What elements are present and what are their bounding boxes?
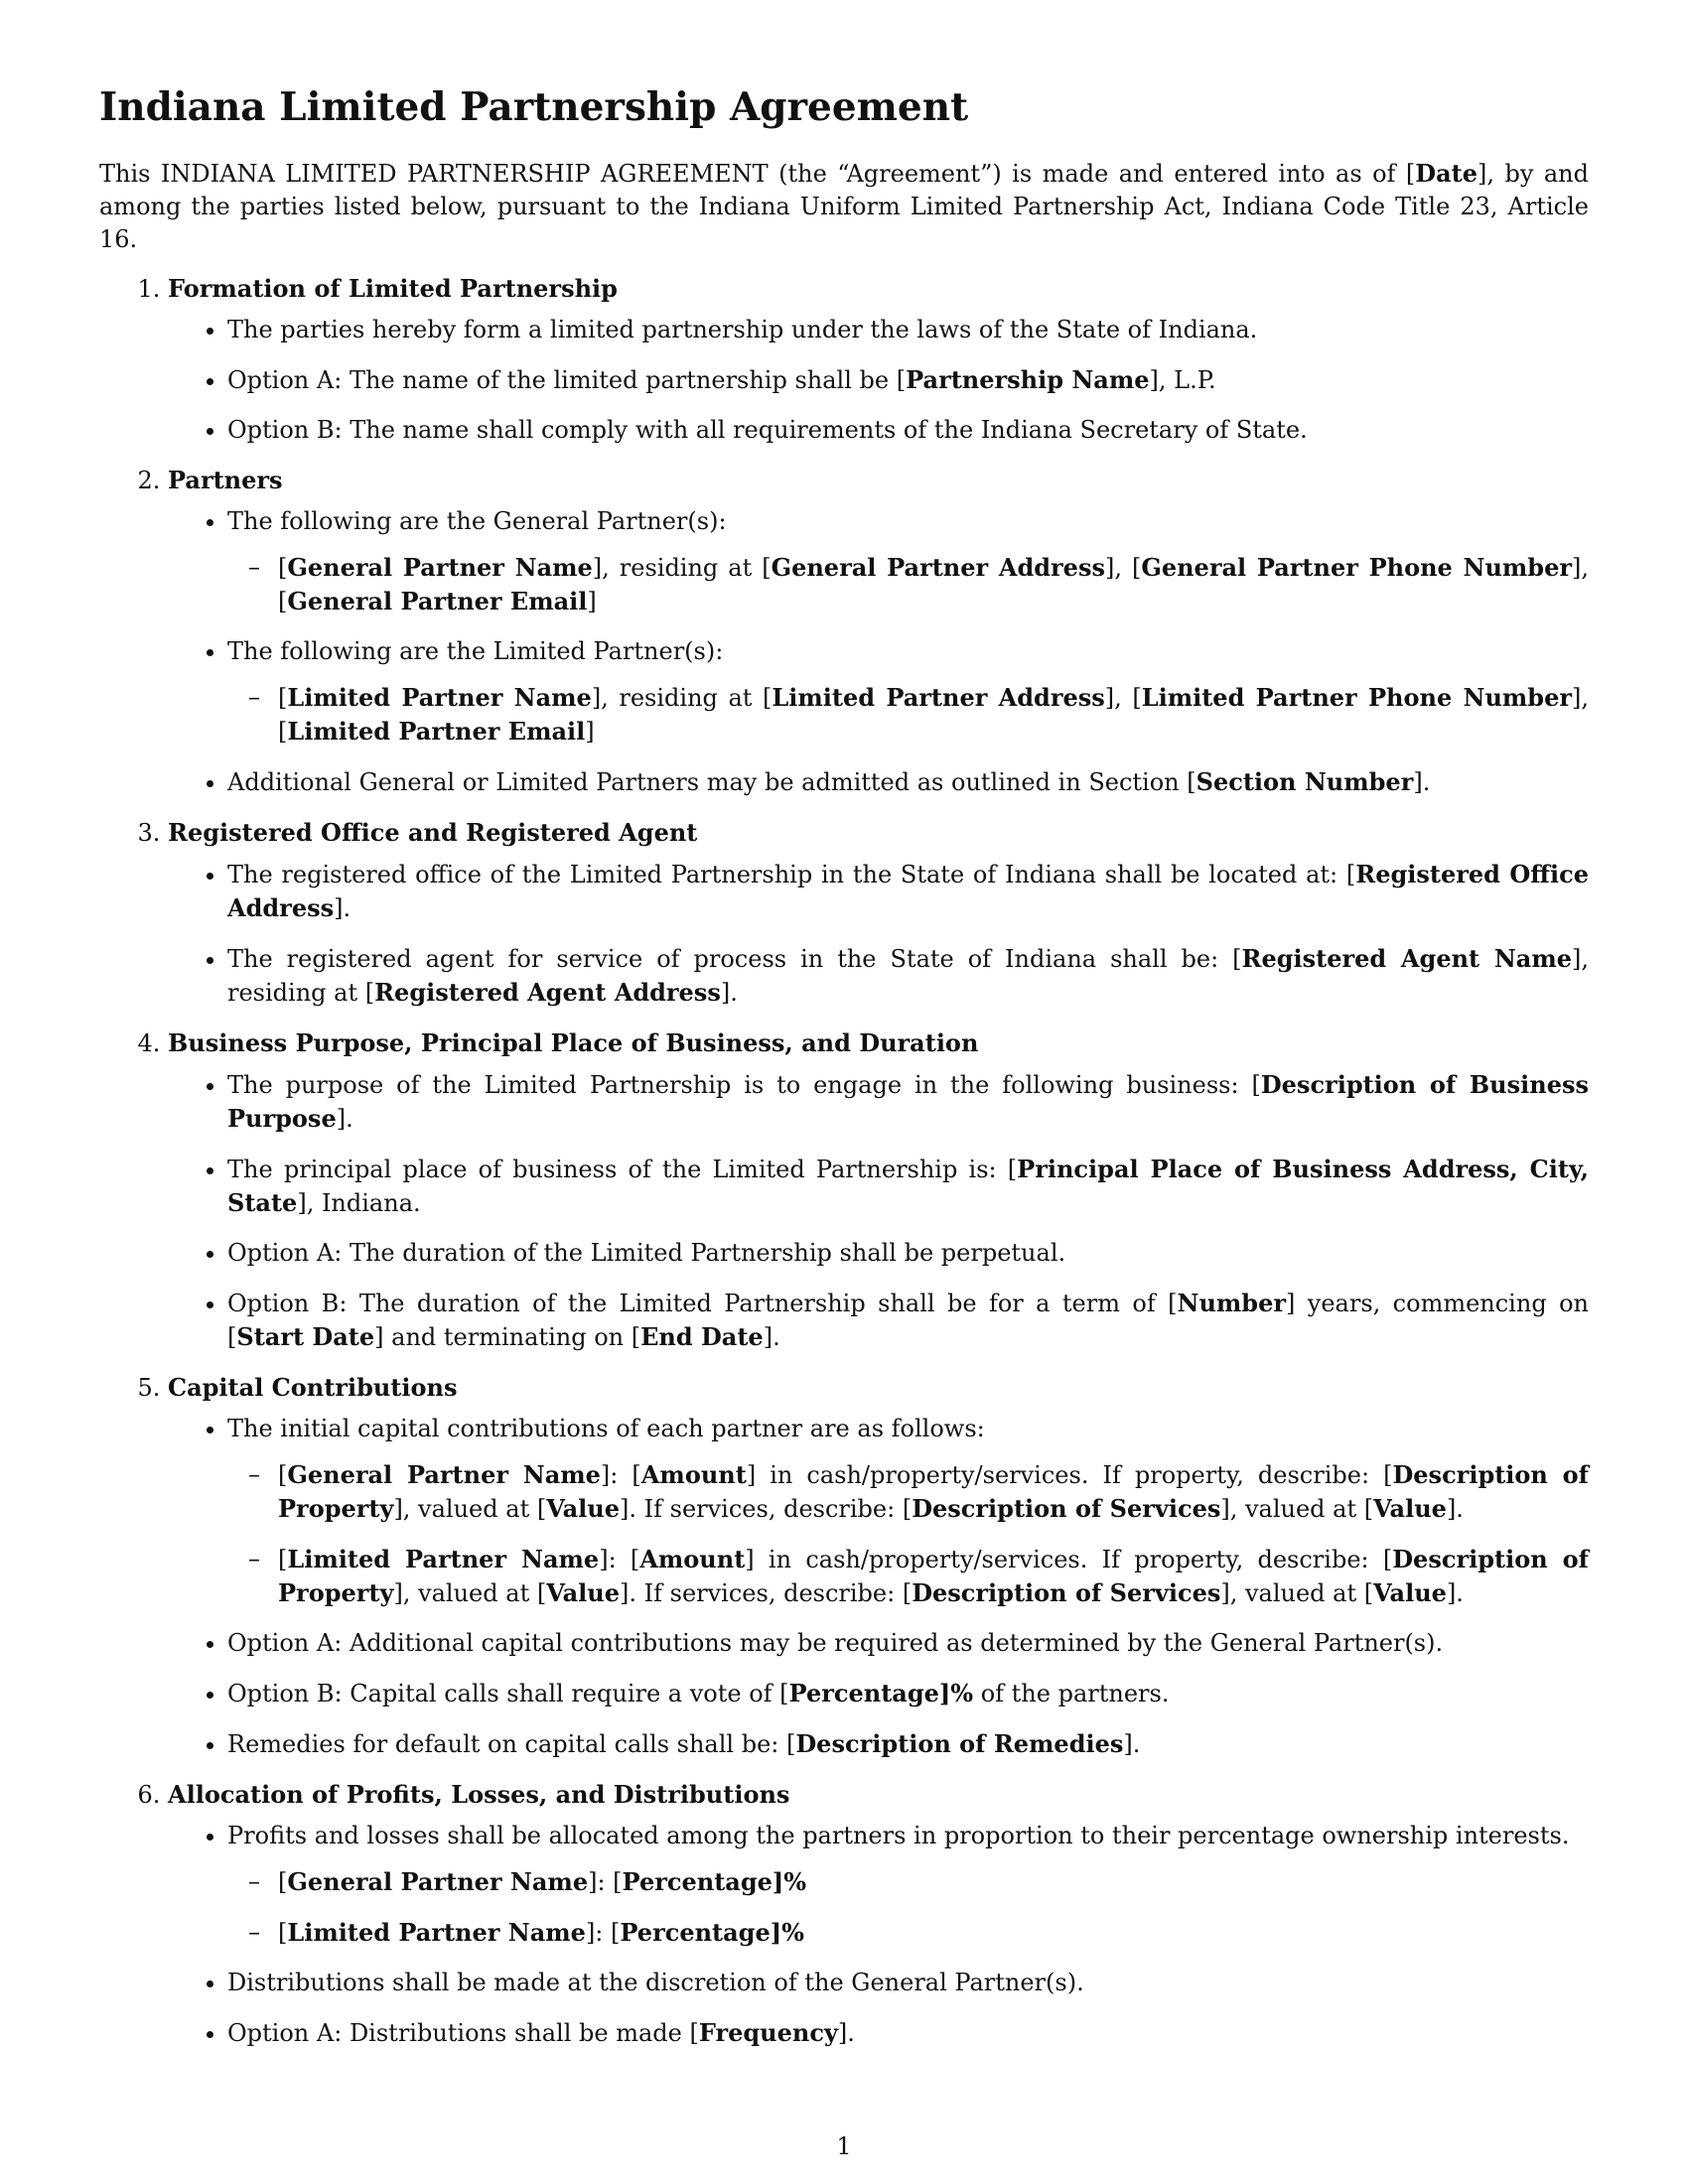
- list-item: • The following are the General Partner(s): – [General Partner Name], residing at [General Partner Address], [General Partner Phone Number], [General Partner Email]: [227, 505, 1589, 618]
- document-title: Indiana Limited Partnership Agreement: [99, 84, 969, 130]
- list-item: • The registered agent for service of process in the State of Indiana shall be: [Registered Agent Name], residing at [Registered Agent Address].: [227, 942, 1589, 1010]
- list-item: • Option B: Capital calls shall require a vote of [Percentage]% of the partners.: [227, 1677, 1589, 1710]
- list-item: • Remedies for default on capital calls shall be: [Description of Remedies].: [227, 1727, 1589, 1761]
- section-title: Allocation of Profits, Losses, and Distributions: [168, 1779, 790, 1809]
- list-item: • Option A: The duration of the Limited Partnership shall be perpetual.: [227, 1237, 1589, 1270]
- list-item: • The initial capital contributions of each partner are as follows: – [General Partner Name]: [Amount] in cash/property/services. If property, describe: [Description of Property], valued at [Value]. If services, describe: [Description of Services], valued at [Value]. – [Limited Partner Name]: [Amount] in cash/property/services. If property, describe: [Description of Property], valued at [Value]. If services, describe: [Description of Services], valued at [Value].: [227, 1413, 1589, 1610]
- list-item: • Distributions shall be made at the discretion of the General Partner(s).: [227, 1967, 1589, 1999]
- section-title: Registered Office and Registered Agent: [168, 817, 698, 847]
- section-capital-contributions: [168, 1371, 1589, 1761]
- list-item: • The parties hereby form a limited partnership under the laws of the State of Indiana.: [227, 314, 1589, 346]
- limited-partner-allocation: – [Limited Partner Name]: [Percentage]%: [278, 1916, 1589, 1950]
- section-formation: [168, 272, 1589, 447]
- intro-paragraph: This INDIANA LIMITED PARTNERSHIP AGREEMENT (the “Agreement”) is made and entered into as of [Date], by and among the parties listed below, pursuant to the Indiana Uniform Limited Partnership Act, Indiana Code Title 23, Article 16.: [99, 158, 1589, 253]
- list-item: • Option A: Distributions shall be made [Frequency].: [227, 2016, 1589, 2050]
- list-item: • Option B: The name shall comply with all requirements of the Indiana Secretary of State.: [227, 414, 1589, 447]
- list-item: • Option B: The duration of the Limited Partnership shall be for a term of [Number] years, commencing on [Start Date] and terminating on [End Date].: [227, 1287, 1589, 1354]
- general-partner-contribution: – [General Partner Name]: [Amount] in cash/property/services. If property, describe: [Description of Property], valued at [Value]. If services, describe: [Description of Services], valued at [Value].: [278, 1458, 1589, 1526]
- field-date: Date: [1415, 158, 1478, 188]
- general-partner-entry: – [General Partner Name], residing at [General Partner Address], [General Partner Phone Number], [General Partner Email]: [278, 551, 1589, 618]
- general-partner-allocation: – [General Partner Name]: [Percentage]%: [278, 1865, 1589, 1899]
- list-item: • Option A: The name of the limited partnership shall be [Partnership Name], L.P.: [227, 363, 1589, 397]
- page-number: 1: [836, 2132, 852, 2160]
- list-item: • The following are the Limited Partner(s): – [Limited Partner Name], residing at [Limited Partner Address], [Limited Partner Phone Number], [Limited Partner Email]: [227, 635, 1589, 749]
- section-title: Business Purpose, Principal Place of Business, and Duration: [168, 1027, 979, 1057]
- list-item: • Profits and losses shall be allocated among the partners in proportion to their percentage ownership interests. – [General Partner Name]: [Percentage]% – [Limited Partner Name]: [Percentage]%: [227, 1820, 1589, 1950]
- document-page: [99, 84, 1589, 2067]
- list-item: • Additional General or Limited Partners may be admitted as outlined in Section [Section Number].: [227, 765, 1589, 799]
- section-business-purpose: [168, 1026, 1589, 1354]
- limited-partner-contribution: – [Limited Partner Name]: [Amount] in cash/property/services. If property, describe: [Description of Property], valued at [Value]. If services, describe: [Description of Services], valued at [Value].: [278, 1543, 1589, 1610]
- section-registered-office: [168, 816, 1589, 1010]
- list-item: • The principal place of business of the Limited Partnership is: [Principal Place of Business Address, City, State], Indiana.: [227, 1153, 1589, 1220]
- section-list: [99, 272, 1589, 2050]
- list-item: • Option A: Additional capital contributions may be required as determined by the General Partner(s).: [227, 1627, 1589, 1660]
- section-title: Partners: [168, 465, 283, 494]
- section-title: Formation of Limited Partnership: [168, 273, 618, 303]
- list-item: • The registered office of the Limited Partnership in the State of Indiana shall be located at: [Registered Office Address].: [227, 858, 1589, 925]
- limited-partner-entry: – [Limited Partner Name], residing at [Limited Partner Address], [Limited Partner Phone Number], [Limited Partner Email]: [278, 681, 1589, 749]
- list-item: • The purpose of the Limited Partnership is to engage in the following business: [Description of Business Purpose].: [227, 1068, 1589, 1136]
- section-partners: [168, 464, 1589, 799]
- section-allocation: [168, 1778, 1589, 2050]
- section-title: Capital Contributions: [168, 1372, 458, 1402]
